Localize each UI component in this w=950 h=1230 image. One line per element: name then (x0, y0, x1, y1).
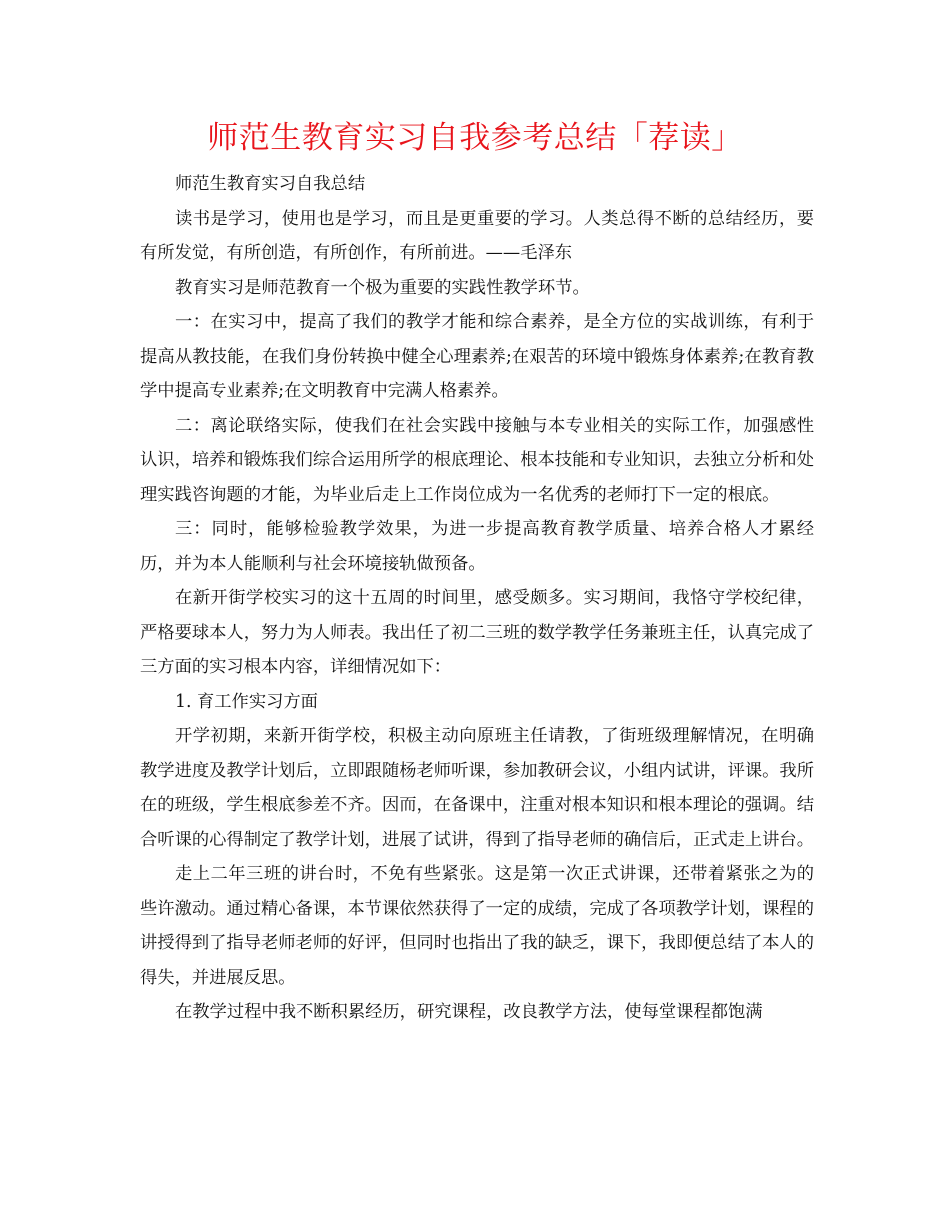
internship-overview-paragraph: 在新开街学校实习的这十五周的时间里，感受颇多。实习期间，我恪守学校纪律，严格要球本人，努力为人师表。我出任了初二三班的数学教学任务兼班主任，认真完成了三方面的实习根本内容，详细情况如下： (140, 588, 814, 677)
document-title: 师范生教育实习自我参考总结「荐读」 (207, 120, 743, 156)
point-one-paragraph: 一：在实习中，提高了我们的教学才能和综合素养，是全方位的实战训练，有利于提高从教技能，在我们身份转换中健全心理素养;在艰苦的环境中锻炼身体素养;在教育教学中提高专业素养;在文明教育中完满人格素养。 (140, 312, 814, 401)
point-two-paragraph: 二：离论联络实际，使我们在社会实践中接触与本专业相关的实际工作，加强感性认识，培养和锻炼我们综合运用所学的根底理论、根本技能和专业知识，去独立分析和处理实践咨询题的才能，为毕业后走上工作岗位成为一名优秀的老师打下一定的根底。 (140, 415, 814, 505)
intro-paragraph: 教育实习是师范教育一个极为重要的实践性教学环节。 (175, 277, 590, 298)
quote-paragraph: 读书是学习，使用也是学习，而且是更重要的学习。人类总得不断的总结经历，要有所发觉，有所创造，有所创作，有所前进。——毛泽东 (140, 208, 814, 263)
document-body (140, 167, 814, 1030)
semester-start-paragraph: 开学初期，来新开街学校，积极主动向原班主任请教，了街班级理解情况，在明确教学进度及教学计划后，立即跟随杨老师听课，参加教研会议，小组内试讲，评课。我所在的班级，学生根底参差不齐。因而，在备课中，注重对根本知识和根本理论的强调。结合听课的心得制定了教学计划，进展了试讲，得到了指导老师的确信后，正式走上讲台。 (140, 726, 814, 850)
point-three-paragraph: 三：同时，能够检验教学效果，为进一步提高教育教学质量、培养合格人才累经历，并为本人能顺利与社会环境接轨做预备。 (140, 519, 814, 574)
section-heading: 1. 育工作实习方面 (175, 691, 318, 712)
subtitle-paragraph: 师范生教育实习自我总结 (175, 174, 366, 194)
teaching-process-paragraph: 在教学过程中我不断积累经历，研究课程，改良教学方法，使每堂课程都饱满 (175, 1002, 763, 1022)
first-lecture-paragraph: 走上二年三班的讲台时，不免有些紧张。这是第一次正式讲课，还带着紧张之为的些许激动。通过精心备课，本节课依然获得了一定的成绩，完成了各项教学计划，课程的讲授得到了指导老师老师的好评，但同时也指出了我的缺乏，课下，我即便总结了本人的得失，并进展反思。 (140, 864, 814, 988)
